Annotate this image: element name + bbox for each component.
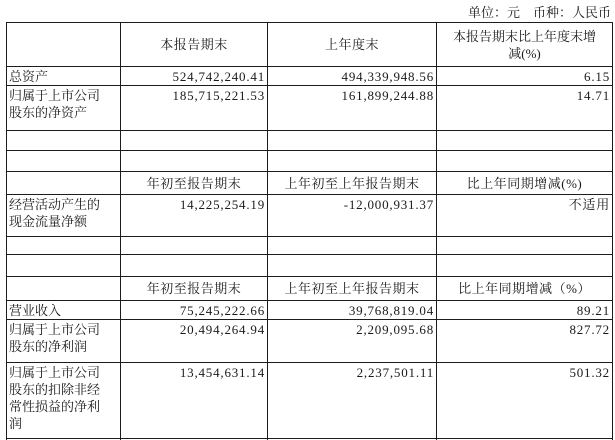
change-cell: 89.21 xyxy=(437,301,613,320)
row-label: 归属于上市公司股东的扣除非经常性损益的净利润 xyxy=(9,365,101,431)
label-cell xyxy=(7,363,121,439)
row-revenue xyxy=(7,301,613,320)
label-cell xyxy=(7,86,121,131)
label-cell xyxy=(7,195,121,237)
change-cell: 827.72 xyxy=(437,320,613,363)
column-header-change xyxy=(437,23,613,67)
current-period-cell: 20,494,264.94 xyxy=(121,320,268,363)
column-header-change: 比上年同期增减(%) xyxy=(437,172,613,195)
prior-period-cell: -12,000,931.37 xyxy=(268,195,437,237)
current-period-cell: 13,454,631.14 xyxy=(121,363,268,439)
row-label: 归属于上市公司股东的净利润 xyxy=(9,322,101,354)
column-header-ytd-current: 年初至报告期末 xyxy=(121,172,268,195)
financial-summary-table xyxy=(6,22,613,440)
empty-cell xyxy=(7,255,121,277)
header-row-income xyxy=(7,277,613,301)
empty-cell xyxy=(7,277,121,301)
label-cell xyxy=(7,301,121,320)
empty-cell xyxy=(7,23,121,67)
prior-period-cell: 161,899,244.88 xyxy=(268,86,437,131)
empty-cell xyxy=(268,131,437,151)
row-total-assets xyxy=(7,67,613,86)
row-net-profit-excl-non-recurring xyxy=(7,363,613,439)
row-operating-cash-flow xyxy=(7,195,613,237)
empty-cell xyxy=(437,131,613,151)
empty-cell xyxy=(121,151,268,172)
row-label: 营业收入 xyxy=(9,303,62,318)
row-label: 经营活动产生的现金流量净额 xyxy=(9,197,101,229)
change-cell: 6.15 xyxy=(437,67,613,86)
empty-cell xyxy=(268,237,437,255)
column-header-ytd-prior: 上年初至上年报告期末 xyxy=(268,277,437,301)
empty-cell xyxy=(7,151,121,172)
prior-period-cell: 2,237,501.11 xyxy=(268,363,437,439)
change-cell: 501.32 xyxy=(437,363,613,439)
current-period-cell: 185,715,221.53 xyxy=(121,86,268,131)
prior-period-cell: 494,339,948.56 xyxy=(268,67,437,86)
spacer-row xyxy=(7,237,613,255)
prior-period-cell: 39,768,819.04 xyxy=(268,301,437,320)
row-net-assets xyxy=(7,86,613,131)
spacer-row xyxy=(7,255,613,277)
empty-cell xyxy=(437,255,613,277)
current-period-cell: 14,225,254.19 xyxy=(121,195,268,237)
header-row-balance-sheet xyxy=(7,23,613,67)
empty-cell xyxy=(7,172,121,195)
empty-cell xyxy=(121,255,268,277)
column-header-change: 比上年同期增减（%） xyxy=(437,277,613,301)
empty-cell xyxy=(121,237,268,255)
empty-cell xyxy=(437,151,613,172)
label-cell xyxy=(7,67,121,86)
row-label: 归属于上市公司股东的净资产 xyxy=(9,88,101,120)
empty-cell xyxy=(268,255,437,277)
unit-note: 单位：元 币种：人民币 xyxy=(467,5,611,20)
prior-period-cell: 2,209,095.68 xyxy=(268,320,437,363)
empty-cell xyxy=(268,151,437,172)
current-period-cell: 524,742,240.41 xyxy=(121,67,268,86)
current-period-cell: 75,245,222.66 xyxy=(121,301,268,320)
empty-cell xyxy=(121,131,268,151)
empty-cell xyxy=(437,237,613,255)
label-cell xyxy=(7,320,121,363)
column-header-ytd-current: 年初至报告期末 xyxy=(121,277,268,301)
change-cell: 不适用 xyxy=(437,195,613,237)
column-header-prior-year-end: 上年度末 xyxy=(268,23,437,67)
column-header-change-text: 本报告期末比上年度末增减(%) xyxy=(452,28,596,61)
row-net-profit xyxy=(7,320,613,363)
empty-cell xyxy=(7,237,121,255)
column-header-current-period: 本报告期末 xyxy=(121,23,268,67)
column-header-ytd-prior: 上年初至上年报告期末 xyxy=(268,172,437,195)
header-row-cash-flow xyxy=(7,172,613,195)
empty-cell xyxy=(7,131,121,151)
row-label: 总资产 xyxy=(9,69,49,84)
spacer-row xyxy=(7,131,613,151)
spacer-row xyxy=(7,151,613,172)
change-cell: 14.71 xyxy=(437,86,613,131)
